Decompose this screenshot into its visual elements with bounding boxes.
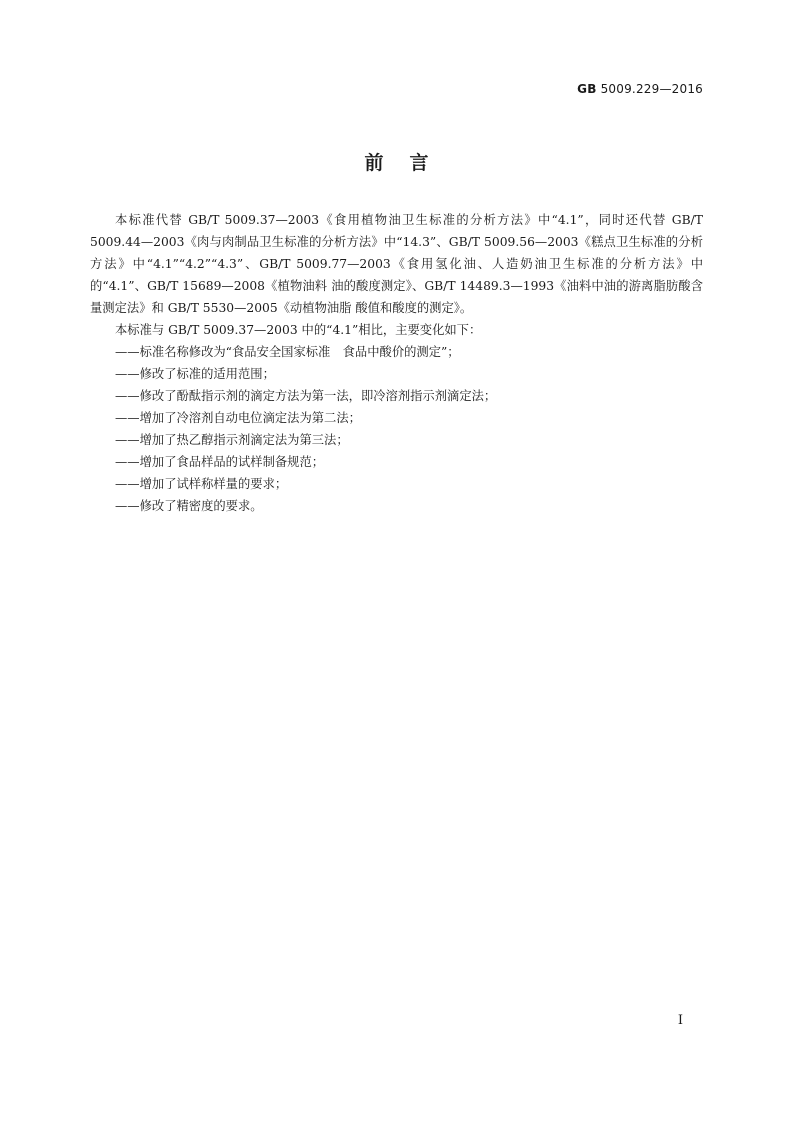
list-item: ——标准名称修改为“食品安全国家标准 食品中酸价的测定”； xyxy=(115,345,460,359)
foreword-body xyxy=(90,209,703,517)
replacement-paragraph: 本标准代替 GB/T 5009.37—2003《食用植物油卫生标准的分析方法》中“4.1”，同时还代替 GB/T 5009.44—2003《肉与肉制品卫生标准的分析方法》中“14.3”、GB/T 5009.56—2003《糕点卫生标准的分析方法》中“4.1”“4.2”“4.3”、GB/T 5009.77—2003《食用氢化油、人造奶油卫生标准的分析方法》中的“4.1”、GB/T 15689—2008《植物油料 油的酸度测定》、GB/T 14489.3—1993《油料中油的游离脂肪酸含量测定法》和 GB/T 5530—2005《动植物油脂 酸值和酸度的测定》。 xyxy=(90,213,703,315)
standard-code: 5009.229—2016 xyxy=(600,82,703,96)
list-item: ——修改了精密度的要求。 xyxy=(115,499,263,513)
list-item: ——修改了酚酞指示剂的滴定方法为第一法，即冷溶剂指示剂滴定法； xyxy=(115,389,497,403)
list-item: ——增加了热乙醇指示剂滴定法为第三法； xyxy=(115,433,349,447)
list-item: ——修改了标准的适用范围； xyxy=(115,367,275,381)
list-item: ——增加了试样称样量的要求； xyxy=(115,477,288,491)
changes-intro-paragraph: 本标准与 GB/T 5009.37—2003 中的“4.1”相比，主要变化如下： xyxy=(115,323,482,337)
standard-prefix: GB xyxy=(577,82,597,96)
list-item: ——增加了冷溶剂自动电位滴定法为第二法； xyxy=(115,411,361,425)
page-number: I xyxy=(677,1013,683,1028)
page-title: 前言 xyxy=(364,152,455,174)
changes-list xyxy=(90,341,703,517)
standard-number xyxy=(577,82,703,96)
list-item: ——增加了食品样品的试样制备规范； xyxy=(115,455,325,469)
